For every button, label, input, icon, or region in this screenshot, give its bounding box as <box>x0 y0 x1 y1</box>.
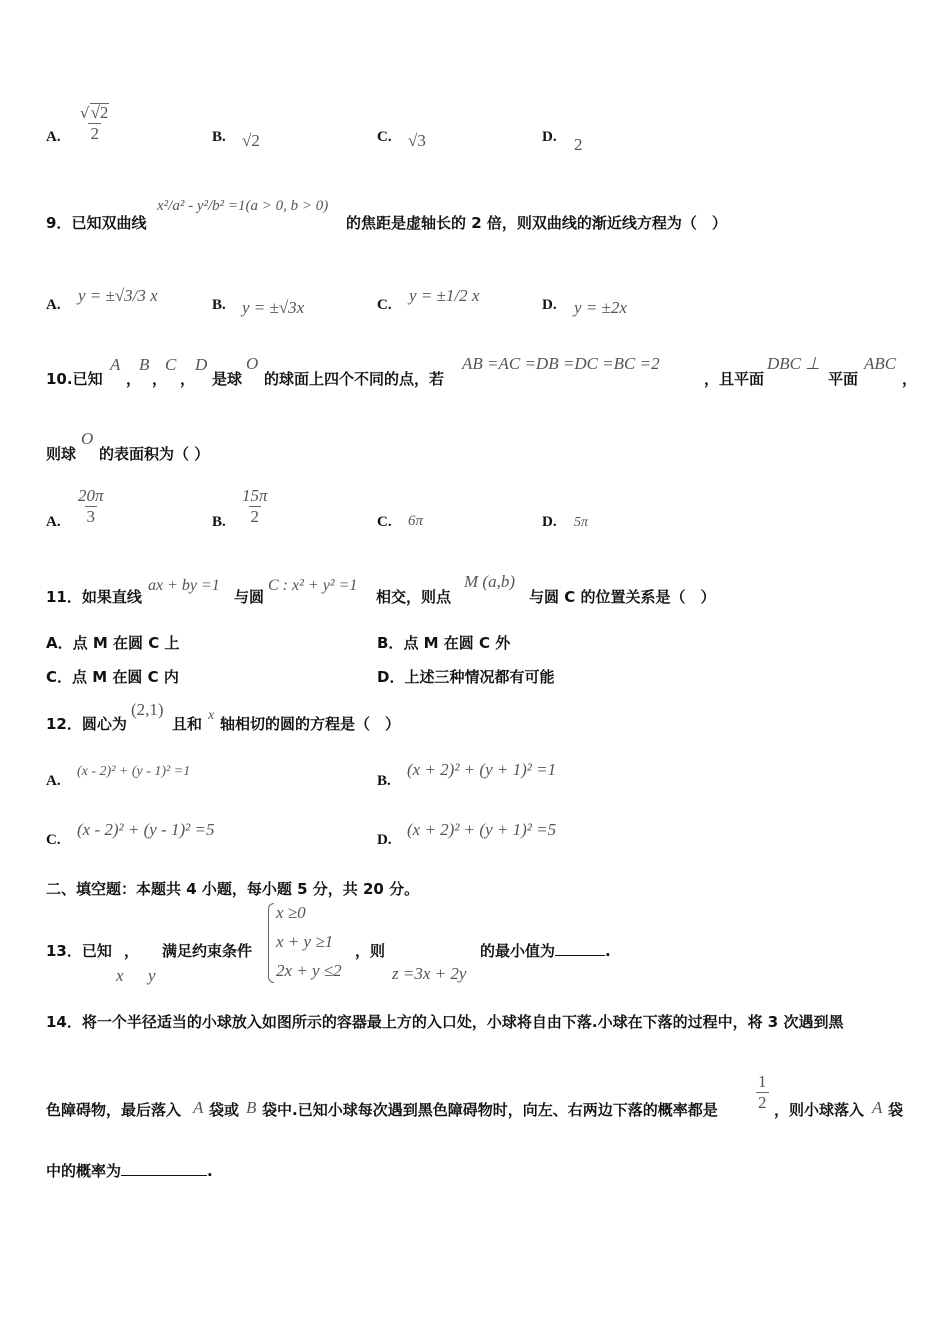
q9-option-b-label: B. <box>212 297 226 313</box>
q12-text-b: 且和 <box>172 715 203 733</box>
q10-number: 10. <box>46 370 73 388</box>
q14-bag-a: A <box>193 1098 204 1117</box>
q11-text-b: 与圆 <box>234 588 265 606</box>
q13-constraint-1: x ≥0 <box>276 903 306 922</box>
q10-point-a: A <box>110 355 121 374</box>
q14-half-fraction <box>756 1072 769 1113</box>
q8-option-a-value: $\frac{√√2}{2}$ <box>80 103 109 143</box>
q14-line2-a: 色障碍物，最后落入 <box>46 1101 182 1119</box>
q10-option-d-value: 5π <box>574 515 589 530</box>
q14-line2-e: 袋 <box>888 1101 904 1119</box>
q8-option-c-label: C. <box>377 129 392 145</box>
q10-option-b-value <box>240 486 270 527</box>
q12-axis-x: x <box>208 708 215 723</box>
q12-center: (2,1) <box>131 700 164 719</box>
q10-number-text <box>46 368 103 389</box>
q13-answer-blank[interactable] <box>555 955 605 956</box>
q14-line2-d: ，则小球落入 <box>774 1101 865 1119</box>
q10-line1-a: 已知 <box>72 370 103 388</box>
q11-number: 11． <box>46 588 82 606</box>
q14-line3-a: 中的概率为 <box>46 1162 122 1180</box>
q10-option-a-label: A. <box>46 514 61 530</box>
q10-comma-2: ， <box>152 370 168 388</box>
q11-text-d: 与圆 C 的位置关系是（ ） <box>529 588 716 606</box>
q13-text-b: 满足约束条件 <box>162 942 253 960</box>
q12-option-a-label: A. <box>46 773 61 789</box>
q9-number: 9． <box>46 214 72 232</box>
q13-constraint-2: x + y ≥1 <box>276 932 334 951</box>
q10-option-b-num: 15π <box>242 486 268 505</box>
q10-plane-dbc: DBC ⊥ <box>767 354 821 373</box>
q10-line1-e: 平面 <box>828 370 859 388</box>
q9-option-d-value: y = ±2x <box>574 298 627 317</box>
q14-line2-c: 袋中.已知小球每次遇到黑色障碍物时，向左、右两边下落的概率都是 <box>262 1101 718 1119</box>
q9-hyperbola-formula: x²/a² - y²/b² =1(a > 0, b > 0) <box>157 198 329 214</box>
q12-number: 12． <box>46 715 82 733</box>
q11-option-a <box>46 632 179 653</box>
q13-number: 13． <box>46 942 82 960</box>
q11-circle-equation: C : x² + y² =1 <box>268 577 358 594</box>
q9-option-d-label: D. <box>542 297 557 313</box>
section-2-title: 二、填空题：本题共 4 小题，每小题 5 分，共 20 分。 <box>46 880 420 898</box>
q13-answer-line <box>480 940 611 961</box>
q13-constraint-brace <box>268 903 274 983</box>
q12-option-d-label: D. <box>377 832 392 848</box>
q9-option-a-value: y = ±√3/3 x <box>78 286 158 305</box>
q9-option-b-value: y = ±√3x <box>242 298 305 317</box>
q8-option-a-den: 2 <box>90 124 99 143</box>
q10-equation: AB =AC =DB =DC =BC =2 <box>462 354 660 373</box>
q9-option-c-value: y = ±1/2 x <box>409 286 480 305</box>
q14-bag-b: B <box>246 1098 257 1117</box>
q13-stem-a <box>46 940 112 961</box>
q12-option-a-value: (x - 2)² + (y - 1)² =1 <box>77 764 191 779</box>
q9-option-a-label: A. <box>46 297 61 313</box>
q11-option-b-text: 点 M 在圆 C 外 <box>403 634 511 652</box>
q10-point-c: C <box>165 355 177 374</box>
q8-option-c-value: √3 <box>408 131 426 150</box>
q10-line1-c: 的球面上四个不同的点，若 <box>264 370 445 388</box>
q12-option-d-value: (x + 2)² + (y + 1)² =5 <box>407 820 557 839</box>
q10-line2-b: 的表面积为（ ） <box>99 445 210 463</box>
q8-option-d-label: D. <box>542 129 557 145</box>
q10-option-c-value: 6π <box>408 513 424 529</box>
q9-stem <box>46 212 146 233</box>
q10-point-b: B <box>139 355 150 374</box>
q11-option-a-label: A． <box>46 634 73 652</box>
q12-option-b-label: B. <box>377 773 391 789</box>
q13-text-c: ，则 <box>355 942 386 960</box>
q8-option-a-label: A. <box>46 129 61 145</box>
q13-objective: z =3x + 2y <box>392 964 467 983</box>
q10-line1-b: 是球 <box>212 370 243 388</box>
q11-text-a: 如果直线 <box>81 588 142 606</box>
q14-half-num: 1 <box>758 1072 767 1091</box>
q14-line1: 14．将一个半径适当的小球放入如图所示的容器最上方的入口处，小球将自由下落.小球在下落的过程中，将 3 次遇到黑 <box>46 1013 844 1031</box>
q11-option-c-text: 点 M 在圆 C 内 <box>72 668 179 686</box>
q12-option-c-label: C. <box>46 832 61 848</box>
q13-constraint-3: 2x + y ≤2 <box>276 961 342 980</box>
q13-var-x: x <box>116 966 124 985</box>
q11-point-m: M (a,b) <box>464 572 515 591</box>
q14-bag-a-2: A <box>872 1098 883 1117</box>
q12-option-c-value: (x - 2)² + (y - 1)² =5 <box>77 820 215 839</box>
q14-line2-b: 袋或 <box>209 1101 240 1119</box>
q9-text-b: 的焦距是虚轴长的 2 倍，则双曲线的渐近线方程为（ ） <box>346 214 727 232</box>
q13-tail: . <box>605 942 611 960</box>
q11-line-equation: ax + by =1 <box>148 577 220 594</box>
q14-half-den: 2 <box>758 1093 767 1112</box>
q10-line1-f: ， <box>902 370 918 388</box>
q9-option-c-label: C. <box>377 297 392 313</box>
q10-comma-3: ， <box>180 370 196 388</box>
q8-option-a-num: √2 <box>90 103 109 122</box>
q12-text-c: 轴相切的圆的方程是（ ） <box>220 715 401 733</box>
q13-text-d: 的最小值为 <box>480 942 556 960</box>
q12-option-b-value: (x + 2)² + (y + 1)² =1 <box>407 760 557 779</box>
q12-text-a: 圆心为 <box>81 715 127 733</box>
q10-option-b-label: B. <box>212 514 226 530</box>
q12-stem-a <box>46 713 127 734</box>
q14-line3-b: . <box>207 1162 213 1180</box>
q10-comma-1: ， <box>126 370 142 388</box>
q10-ball-o: O <box>246 354 259 373</box>
q8-option-b-label: B. <box>212 129 226 145</box>
q13-text-a: 已知 <box>81 942 112 960</box>
q10-option-b-den: 2 <box>250 507 260 526</box>
q11-text-c: 相交，则点 <box>376 588 452 606</box>
q10-option-d-label: D. <box>542 514 557 530</box>
q10-option-a-den: 3 <box>86 507 96 526</box>
q8-option-d-value: 2 <box>574 135 583 154</box>
q10-option-a-value <box>76 486 106 527</box>
q10-line2-a: 则球 <box>46 445 77 463</box>
q9-text-a: 已知双曲线 <box>71 214 147 232</box>
q10-option-a-num: 20π <box>78 486 104 505</box>
q11-stem-a <box>46 586 142 607</box>
q11-option-b <box>377 632 510 653</box>
q11-option-c-label: C． <box>46 668 73 686</box>
q11-option-c <box>46 666 179 687</box>
q8-option-b-value: √2 <box>242 131 260 150</box>
q11-option-d-text: 上述三种情况都有可能 <box>404 668 555 686</box>
q14-answer-blank[interactable] <box>121 1175 207 1176</box>
q14-line3 <box>46 1160 213 1181</box>
q10-plane-abc: ABC <box>864 354 897 373</box>
q11-option-d-label: D． <box>377 668 405 686</box>
q13-var-y: y <box>148 966 156 985</box>
q10-line1-d: ，且平面 <box>704 370 765 388</box>
q11-option-d <box>377 666 554 687</box>
q10-point-d: D <box>195 355 208 374</box>
q10-option-c-label: C. <box>377 514 392 530</box>
q10-ball-o-2: O <box>81 429 94 448</box>
q11-option-a-text: 点 M 在圆 C 上 <box>72 634 180 652</box>
q11-option-b-label: B． <box>377 634 404 652</box>
q13-comma: ， <box>124 942 140 960</box>
